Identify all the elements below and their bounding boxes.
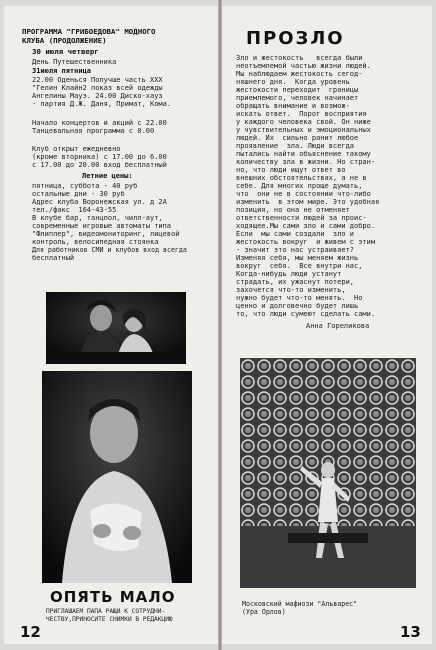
prices-line: "Флиппер", видеомониторинг, лицевой [32,230,180,238]
friday-line: - партия Д.Ж. Даня, Примат, Кома. [32,100,172,108]
article-line: Изменяя себя, мы меняем жизнь [236,254,359,262]
article-line: неотъемлемой частью жизни людей. [236,62,371,70]
article-line: Если мы сами создали зло и [236,230,355,238]
article-line: у каждого человека свой. Он ниже [236,118,371,126]
article-line: себе. Для многих проще думать, [236,182,363,190]
prices-line: Для работников СМИ и клубов вход всегда [32,246,187,254]
article-line: ценно и долговечно будет лишь [236,302,359,310]
article-line: обращать внимание и возмож- [236,102,350,110]
friday-line: "Гелин Клайн2 показ всей одежды [32,84,163,92]
date-thursday: 30 июля четверг [32,47,99,56]
prices-line: пятница, суббота - 40 руб [32,182,138,190]
article-line: количеству зла в жизни. Но стран- [236,158,376,166]
right-page [222,6,432,644]
prices-line: контроль, велосипедная стоянка [32,238,159,246]
prices-line: современные игровые автоматы типа [32,222,172,230]
prices-line: Адрес клуба Воронежская ул. д 2А [32,198,167,206]
article-line: жестокости переходит границы [236,86,359,94]
day-name: День Путешественника [32,58,117,66]
summer-prices-label: Летние цены: [82,172,133,180]
article-author: Анна Гореликова [306,322,370,330]
article-line: вокруг себя. Все внутри нас, [236,262,363,270]
date-friday: 31июля пятница [32,67,92,75]
article-line: Зло и жестокость всегда были [236,54,363,62]
article-line: страдать, их ужаснут потери, [236,278,355,286]
photo-caption-line: ЧЕСТВУ,ПРИНОСИТЕ СНИМКИ В РЕДАКЦИЮ [46,616,173,623]
article-line: - значит это нас устраивает? [236,246,355,254]
mafioso-photo [240,358,416,588]
article-line: изменить в этом мире. Это удобная [236,198,380,206]
prices-line: тел./факс 164-43-55 [32,206,117,214]
article-line: то, что люди сумеют сделать сами. [236,310,376,318]
article-line: что они не в состоянии что-либо [236,190,371,198]
page-number: 12 [20,623,41,641]
photo-caption-line: Московский мафиози "Альварес" [242,600,358,608]
page-number: 13 [400,623,421,641]
prices-line: бесплатный [32,254,75,262]
program-title: ПРОГРАММА "ГРИБОЕДОВА" МОДНОГО [22,27,156,36]
prices-line: В клубе бар, танцпол, чилл-аут, [32,214,163,222]
article-line: внешних обстоятельствах, а не в [236,174,367,182]
article-line: но, что люди ищут ответ во [236,166,346,174]
headline: ОПЯТЬ МАЛО [50,588,176,606]
program-title-continued: КЛУБА (ПРОДОЛЖЕНИЕ) [22,36,107,45]
concerts-line: Танцевальная программа с 0.00 [32,127,155,135]
friday-line: Ангелины Мауэ. 24.00 Диско-хауз [32,92,163,100]
article-line: искать ответ. Порог восприятия [236,110,367,118]
article-title: ПРОЗЛО [246,28,345,49]
article-line: проявление зла. Люди всегда [236,142,355,150]
man-photo [42,371,192,583]
article-line: пытались найти объяснение такому [236,150,371,158]
photo-caption-line: (Ура Орлов) [242,608,286,616]
hours-line: (кроме вторника) с 17.00 до 6.00 [32,153,167,161]
article-line: Мы наблюдаем жестокость сегод- [236,70,363,78]
article-line: приемлемого, человек начинает [236,94,359,102]
concerts-line: Начало концертов и акций с 22.00 [32,119,167,127]
hours-line: Клуб открыт ежедневно [32,145,121,153]
article-line: нужно будет что-то менять. Но [236,294,363,302]
photo-caption-line: ПРИГЛАШАЕМ ПАПА РАЩИ К СОТРУДНИ- [46,608,166,615]
article-line: позиция, но она не отменяет [236,206,350,214]
prices-line: остальные дни - 30 руб [32,190,125,198]
couple-photo [46,292,186,364]
article-line: Когда-нибудь люди устанут [236,270,342,278]
article-line: захочется что-то изменить, [236,286,346,294]
article-line: ходящее.Мы сами зло и сами добро. [236,222,376,230]
article-line: людей. Их сильно ранит любое [236,134,359,142]
article-line: жестокость вокруг и живем с этим [236,238,376,246]
hours-line: с 17.00 до 20.00 вход бесплатный [32,161,167,169]
friday-line: 22.00 Оденься Получше часть XXX [32,76,163,84]
article-line: няшнего дня. Когда уровень [236,78,350,86]
left-page [4,6,218,644]
article-line: у чувствительных и эмоциональных [236,126,371,134]
article-line: ответственности людей за проис- [236,214,367,222]
